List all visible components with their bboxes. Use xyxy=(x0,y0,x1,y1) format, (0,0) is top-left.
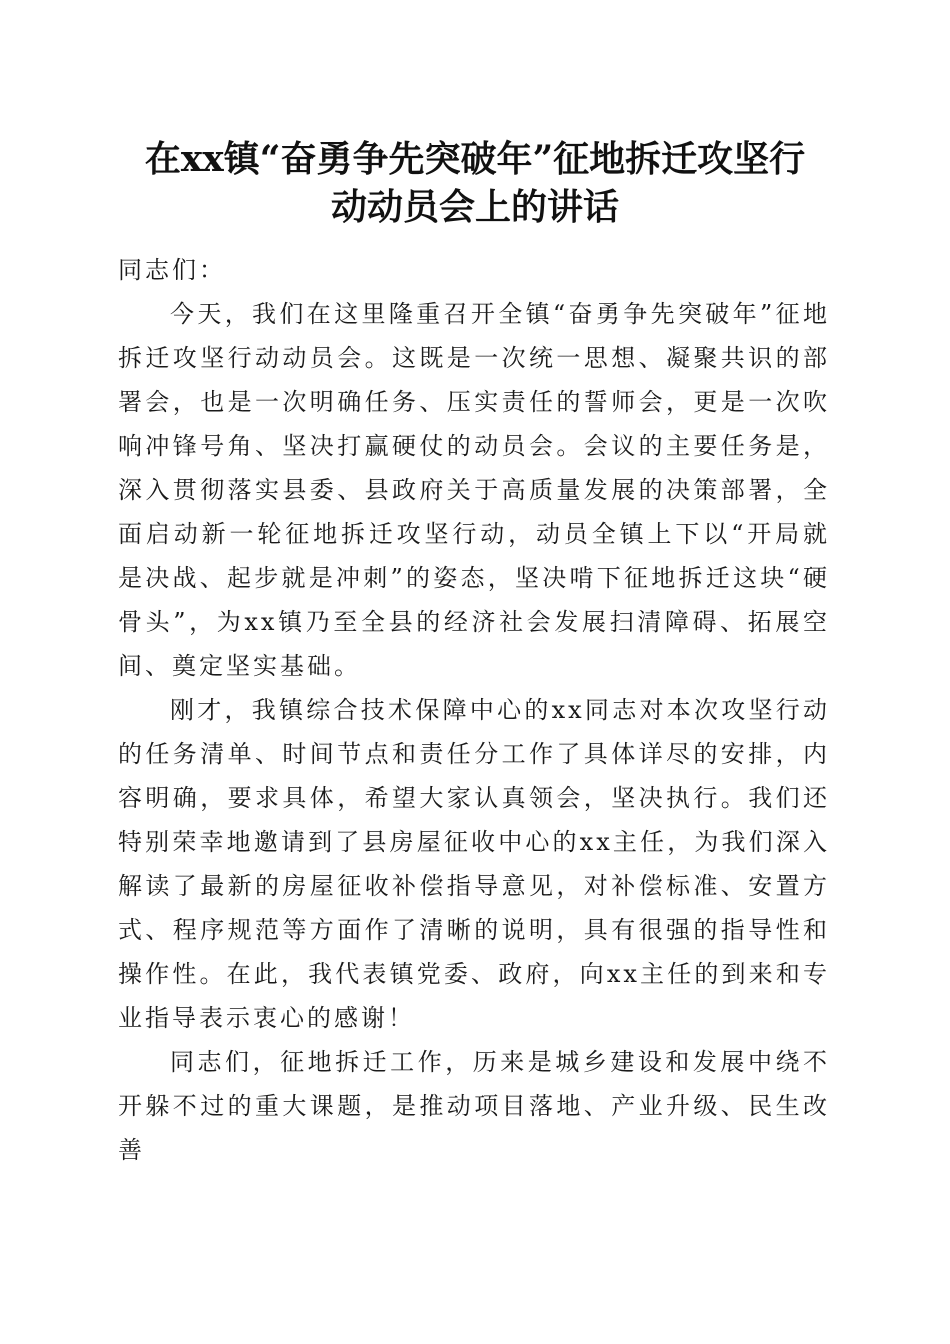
document-body xyxy=(118,248,830,1172)
title-line-1: 在xx镇“奋勇争先突破年”征地拆迁攻坚行 xyxy=(144,138,806,180)
paragraph-2: 刚才，我镇综合技术保障中心的xx同志对本次攻坚行动的任务清单、时间节点和责任分工作了具体详尽的安排，内容明确，要求具体，希望大家认真领会，坚决执行。我们还特别荣幸地邀请到了县房屋征收中心的xx主任，为我们深入解读了最新的房屋征收补偿指导意见，对补偿标准、安置方式、程序规范等方面作了清晰的说明，具有很强的指导性和操作性。在此，我代表镇党委、政府，向xx主任的到来和专业指导表示衷心的感谢！ xyxy=(118,696,830,1032)
title-line-2: 动动员会上的讲话 xyxy=(330,186,619,228)
paragraph-1: 今天，我们在这里隆重召开全镇“奋勇争先突破年”征地拆迁攻坚行动动员会。这既是一次统一思想、凝聚共识的部署会，也是一次明确任务、压实责任的誓师会，更是一次吹响冲锋号角、坚决打赢硬仗的动员会。会议的主要任务是，深入贯彻落实县委、县政府关于高质量发展的决策部署，全面启动新一轮征地拆迁攻坚行动，动员全镇上下以“开局就是决战、起步就是冲刺”的姿态，坚决啃下征地拆迁这块“硬骨头”，为xx镇乃至全县的经济社会发展扫清障碍、拓展空间、奠定坚实基础。 xyxy=(118,300,830,680)
salutation: 同志们： xyxy=(118,256,226,284)
paragraph-3: 同志们，征地拆迁工作，历来是城乡建设和发展中绕不开躲不过的重大课题，是推动项目落地、产业升级、民生改善 xyxy=(118,1048,830,1164)
document-title xyxy=(100,135,850,231)
